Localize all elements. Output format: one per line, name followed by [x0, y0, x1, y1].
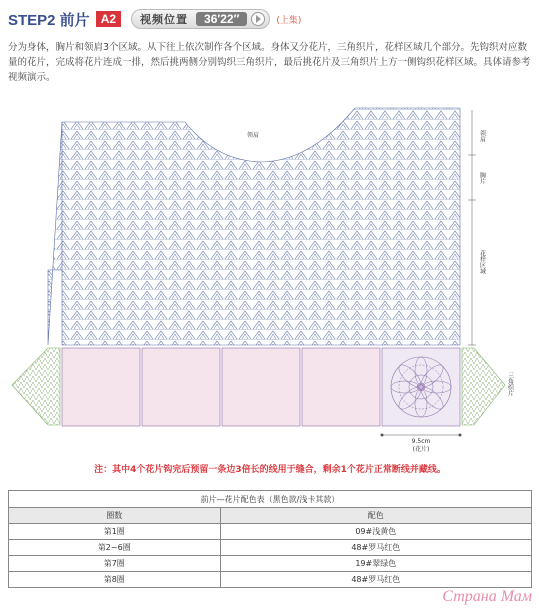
video-position-box[interactable] — [131, 9, 270, 29]
side-label-collar: 领肩 — [478, 130, 486, 142]
table-cell-round: 第7圈 — [9, 556, 221, 572]
table-cell-round: 第2~6圈 — [9, 540, 221, 556]
table-cell-round: 第8圈 — [9, 572, 221, 588]
site-watermark: Страна Мам — [442, 588, 532, 605]
table-cell-color: 48#罗马红色 — [220, 540, 531, 556]
table-cell-color: 09#浅黄色 — [220, 524, 531, 540]
right-triangle-piece — [462, 348, 505, 425]
table-cell-round: 第1圈 — [9, 524, 221, 540]
page-header — [8, 8, 301, 30]
left-triangle-piece — [12, 348, 60, 425]
side-label-pattern: 花样区域 — [478, 250, 486, 274]
video-timestamp: 36′22″ — [196, 12, 247, 26]
collar-label: 领肩 — [246, 132, 260, 139]
video-part-label: (上集) — [276, 15, 302, 26]
table-row — [9, 524, 532, 540]
step-title: STEP2 前片 — [8, 11, 90, 29]
table-cell-color: 48#罗马红色 — [220, 572, 531, 588]
motif-row — [62, 348, 460, 426]
play-icon[interactable] — [251, 12, 265, 26]
side-label-triangle: 三角织片 — [506, 372, 514, 396]
video-label: 视频位置 — [140, 13, 189, 26]
motif-size-label: 9.5cm — [411, 438, 431, 445]
table-title: 前片—花片配色表（黑色款/浅卡其款） — [9, 491, 532, 508]
note-text: 注：其中4个花片钩完后预留一条边3倍长的线用于缝合，剩余1个花片正常断线并藏线。 — [94, 465, 446, 475]
table-header-color: 配色 — [220, 508, 531, 524]
side-label-chest: 胸片 — [478, 172, 486, 184]
table-row — [9, 540, 532, 556]
table-row — [9, 556, 532, 572]
description-text: 分为身体，胸片和领肩3个区域。从下往上依次制作各个区域。身体又分花片，三角织片，花样区域几个部分。先钩织对应数量的花片，完成将花片连成一排，然后挑两侧分别钩织三角织片，最后挑花片及三角织片上方一侧钩织花样区域。具体请参考视频演示。 — [8, 42, 531, 83]
color-table — [8, 490, 532, 588]
motif-name-label: (花片) — [412, 446, 430, 453]
table-cell-color: 19#翠绿色 — [220, 556, 531, 572]
crochet-diagram — [0, 100, 540, 460]
table-row — [9, 572, 532, 588]
section-badge: A2 — [96, 11, 121, 27]
table-header-rounds: 圈数 — [9, 508, 221, 524]
body-pattern-area — [48, 108, 460, 345]
